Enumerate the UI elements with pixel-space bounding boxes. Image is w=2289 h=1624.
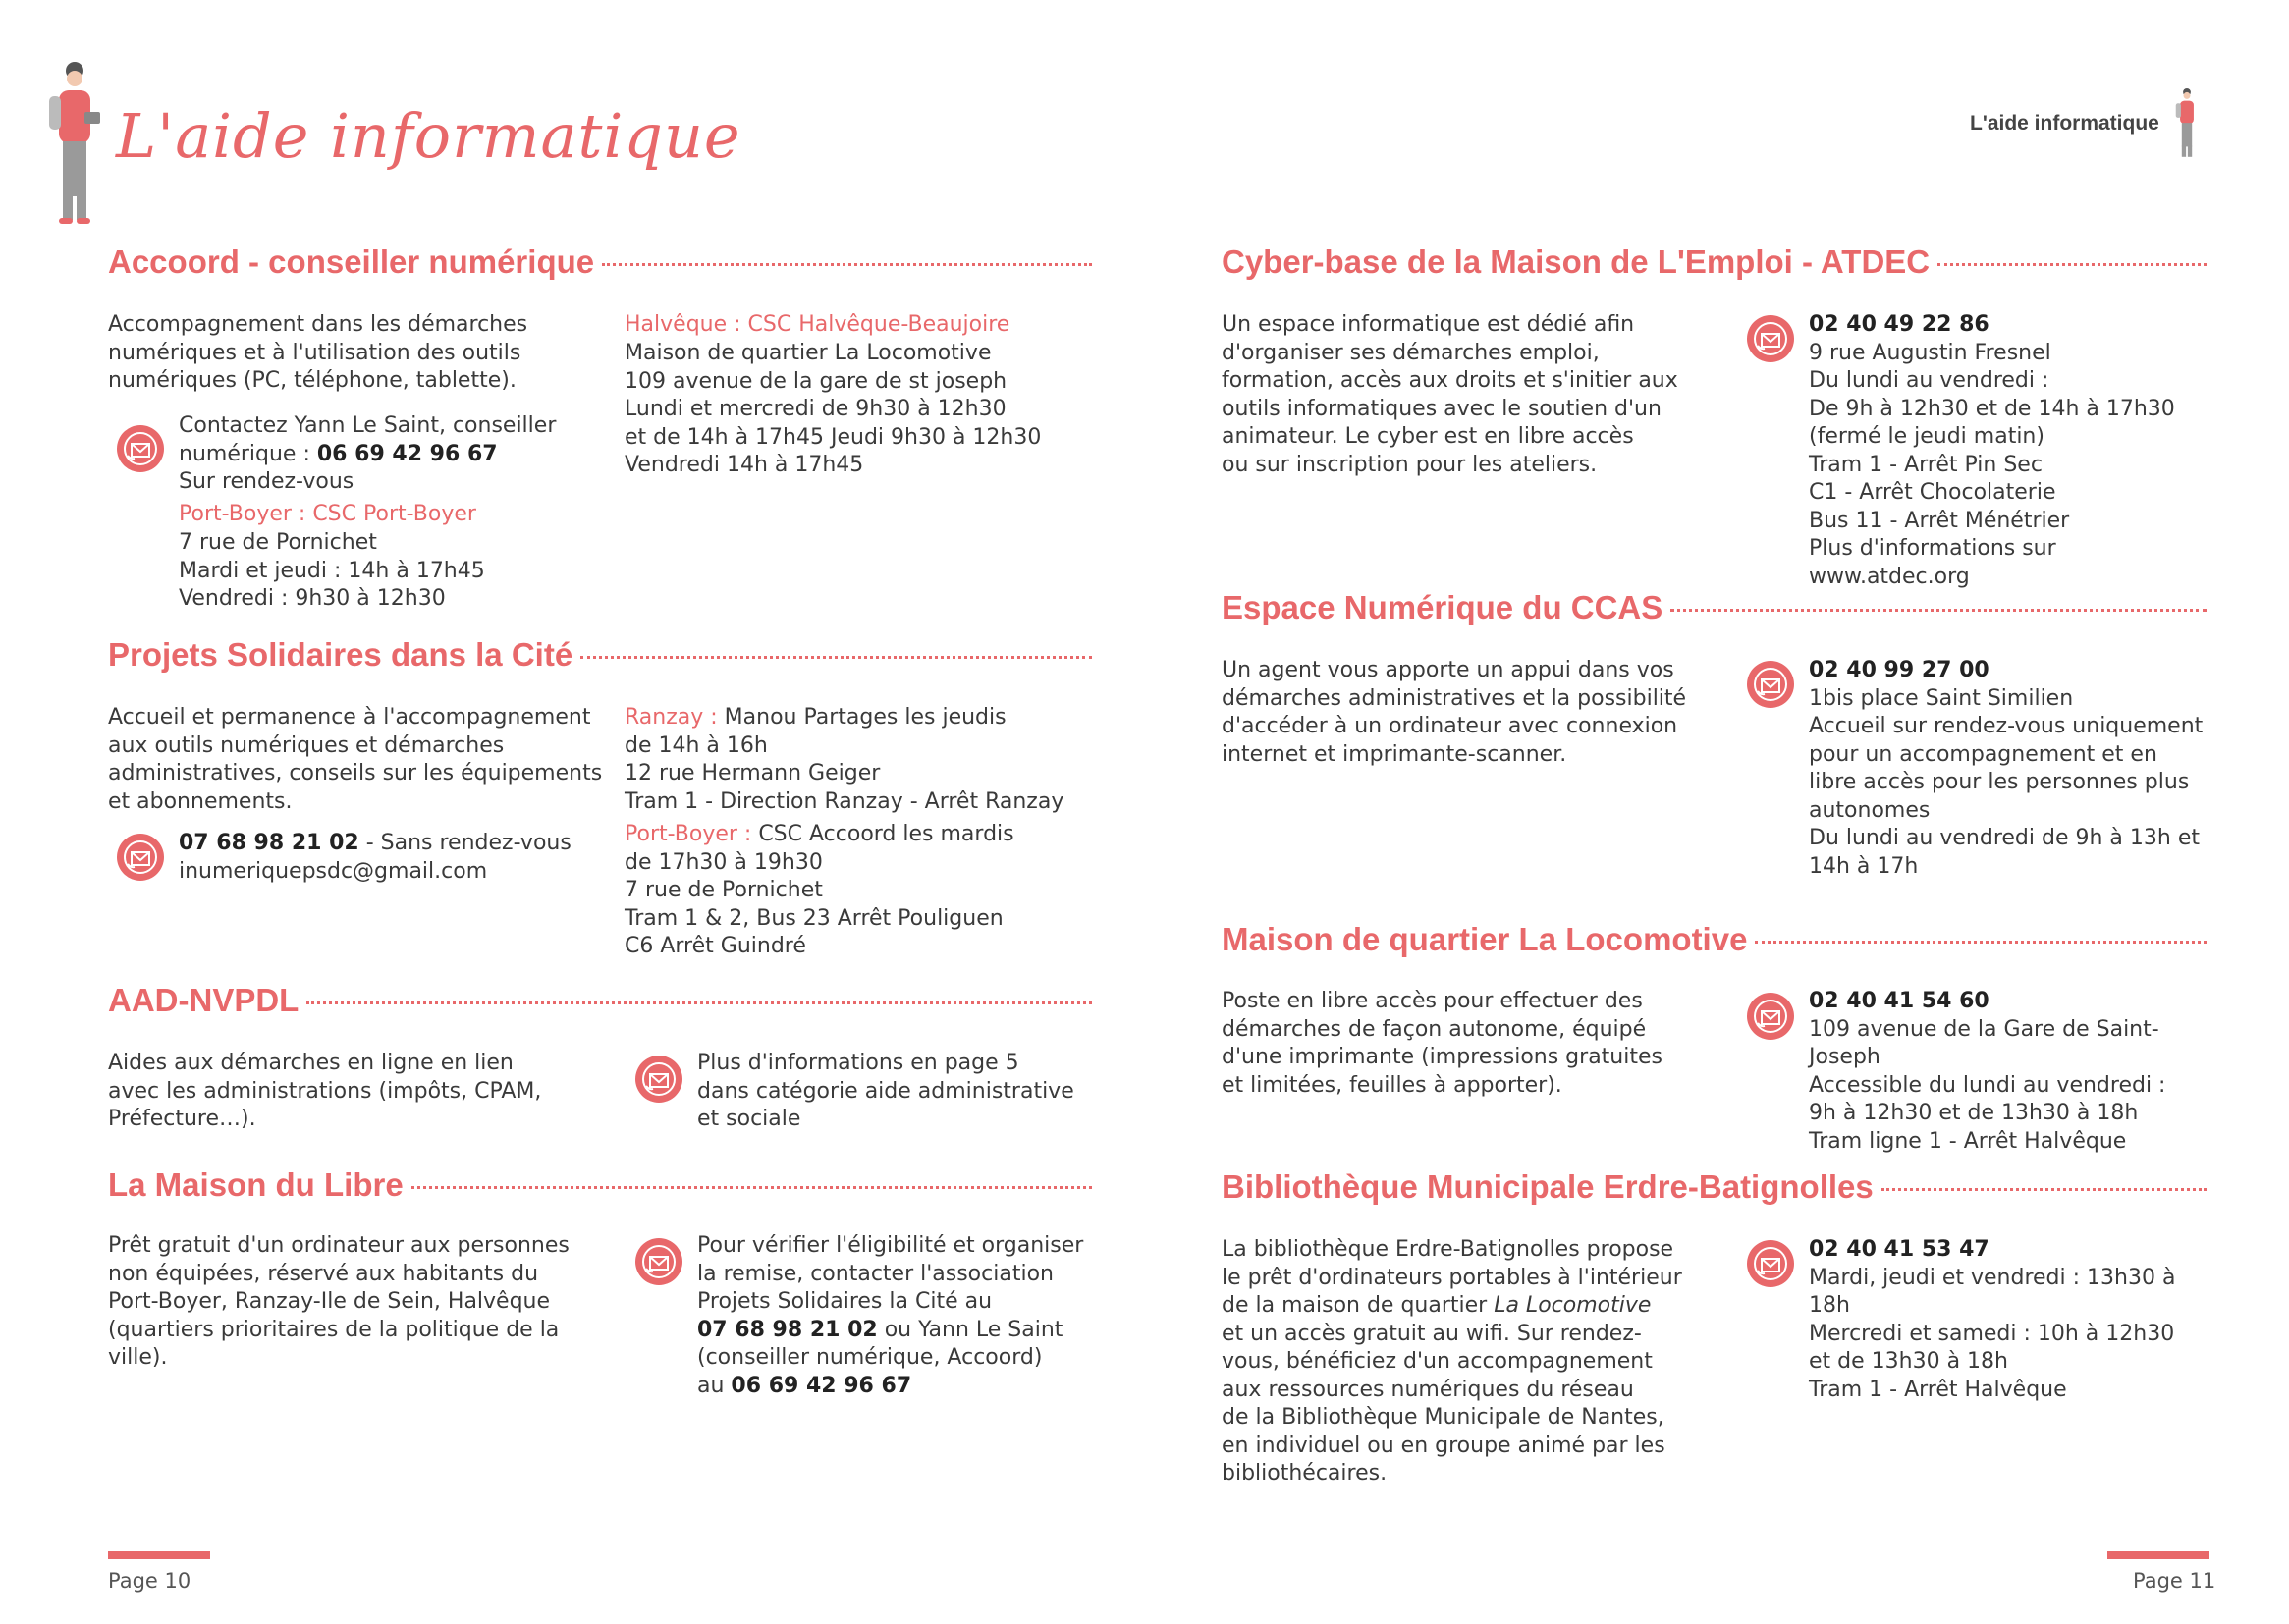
phone-number: 02 40 41 54 60 bbox=[1809, 989, 1989, 1013]
phone-number: 02 40 41 53 47 bbox=[1809, 1237, 1989, 1262]
ccas-contact bbox=[1809, 657, 2221, 881]
contact-text: ou Yann Le Saint (conseiller numérique, Accoord) au bbox=[697, 1317, 1063, 1398]
contact-text: - Sans rendez-vous inumeriquepsdc@gmail.com bbox=[179, 831, 572, 884]
section-heading-libre bbox=[108, 1166, 1092, 1206]
page-bar bbox=[108, 1551, 210, 1559]
woman-with-tablet-icon bbox=[45, 57, 104, 230]
section-title: Espace Numérique du CCAS bbox=[1222, 589, 1663, 625]
section-title: Bibliothèque Municipale Erdre-Batignolles bbox=[1222, 1168, 1874, 1205]
cyber-contact bbox=[1809, 311, 2221, 591]
section-title: Projets Solidaires dans la Cité bbox=[108, 636, 573, 673]
dotted-rule bbox=[602, 263, 1092, 266]
phone-number: 06 69 42 96 67 bbox=[731, 1373, 912, 1398]
section-title: Accoord - conseiller numérique bbox=[108, 244, 595, 280]
projets-description: Accueil et permanence à l'accompagnement aux outils numériques et démarches administratives, conseils sur les équipements et abonnements. bbox=[108, 705, 603, 814]
section-heading-accoord bbox=[108, 244, 1092, 283]
page-number: Page 10 bbox=[108, 1569, 191, 1593]
section-heading-projets bbox=[108, 636, 1092, 676]
locomotive-contact bbox=[1809, 988, 2221, 1156]
woman-with-tablet-icon bbox=[2174, 77, 2200, 171]
section-heading-bibliotheque bbox=[1222, 1168, 2207, 1208]
contact-envelope-icon bbox=[116, 833, 165, 882]
section-title: La Maison du Libre bbox=[108, 1166, 404, 1203]
contact-envelope-icon bbox=[1746, 660, 1795, 709]
description-text: La bibliothèque Erdre-Batignolles propose le prêt d'ordinateurs portables à l'intérieur de la maison de quartier bbox=[1222, 1237, 1682, 1318]
libre-contact bbox=[697, 1232, 1090, 1400]
bibliotheque-contact bbox=[1809, 1236, 2221, 1404]
section-title: Maison de quartier La Locomotive bbox=[1222, 921, 1748, 957]
cyber-description: Un espace informatique est dédié afin d'organiser ses démarches emploi, formation, accès aux droits et s'initier aux outils informatiques avec le soutien d'un animateur. Le cyber est en libre accès ou sur inscription pour les ateliers. bbox=[1222, 312, 1678, 477]
locomotive-description: Poste en libre accès pour effectuer des démarches de façon autonome, équipé d'une imprimante (impressions gratuites et limitées, feuilles à apporter). bbox=[1222, 989, 1662, 1098]
phone-number: 02 40 99 27 00 bbox=[1809, 658, 1989, 682]
section-heading-aad bbox=[108, 982, 1092, 1021]
contact-envelope-icon bbox=[634, 1055, 683, 1104]
dotted-rule bbox=[580, 656, 1092, 659]
dotted-rule bbox=[306, 1001, 1092, 1004]
contact-envelope-icon bbox=[116, 424, 165, 473]
location-details: CSC Accoord les mardis de 17h30 à 19h30 7 rue de Pornichet Tram 1 & 2, Bus 23 Arrêt Pouliguen C6 Arrêt Guindré bbox=[625, 822, 1014, 958]
accoord-contact bbox=[179, 412, 591, 497]
contact-envelope-icon bbox=[1746, 1239, 1795, 1288]
aad-contact: Plus d'informations en page 5 dans catégorie aide administrative et sociale bbox=[697, 1051, 1074, 1131]
dotted-rule bbox=[1937, 263, 2207, 266]
portboyer-details bbox=[625, 821, 1096, 961]
section-heading-locomotive bbox=[1222, 921, 2207, 960]
location-details: Manou Partages les jeudis de 14h à 16h 12 rue Hermann Geiger Tram 1 - Direction Ranzay - Arrêt Ranzay bbox=[625, 705, 1064, 814]
contact-text: 1bis place Saint Similien Accueil sur rendez-vous uniquement pour un accompagnement et en libre accès pour les personnes plus autonomes Du lundi au vendredi de 9h à 13h et 14h à 17h bbox=[1809, 685, 2204, 879]
bibliotheque-description bbox=[1222, 1236, 1713, 1489]
dotted-rule bbox=[1881, 1188, 2207, 1191]
contact-text: 9 rue Augustin Fresnel Du lundi au vendredi : De 9h à 12h30 et de 14h à 17h30 (fermé le jeudi matin) Tram 1 - Arrêt Pin Sec C1 - Arrêt Chocolaterie Bus 11 - Arrêt Ménétrier Plus d'informations sur www.atdec.org bbox=[1809, 340, 2175, 589]
section-title: AAD-NVPDL bbox=[108, 982, 300, 1018]
libre-description: Prêt gratuit d'un ordinateur aux personnes non équipées, réservé aux habitants du Port-Boyer, Ranzay-Ile de Sein, Halvêque (quartiers prioritaires de la politique de la ville). bbox=[108, 1233, 570, 1370]
section-title: Cyber-base de la Maison de L'Emploi - ATDEC bbox=[1222, 244, 1931, 280]
location-label: Halvêque : CSC Halvêque-Beaujoire bbox=[625, 312, 1010, 337]
projets-contact bbox=[179, 830, 611, 886]
aad-description: Aides aux démarches en ligne en lien avec les administrations (impôts, CPAM, Préfecture…). bbox=[108, 1051, 542, 1131]
dotted-rule bbox=[1670, 609, 2207, 612]
phone-number: 06 69 42 96 67 bbox=[316, 441, 498, 466]
page-title: L'aide informatique bbox=[116, 100, 741, 172]
section-heading-cyber bbox=[1222, 244, 2207, 283]
contact-text: Contactez Yann Le Saint, conseiller numérique : bbox=[179, 413, 557, 466]
phone-number: 07 68 98 21 02 bbox=[697, 1317, 878, 1342]
contact-text: Sur rendez-vous bbox=[179, 469, 354, 494]
contact-text: Pour vérifier l'éligibilité et organiser la remise, contacter l'association Projets Solidaires la Cité au bbox=[697, 1233, 1084, 1314]
contact-envelope-icon bbox=[634, 1237, 683, 1286]
contact-text: 109 avenue de la Gare de Saint-Joseph Accessible du lundi au vendredi : 9h à 12h30 et de 13h30 à 18h Tram ligne 1 - Arrêt Halvêque bbox=[1809, 1016, 2166, 1154]
location-details: Maison de quartier La Locomotive 109 avenue de la gare de st joseph Lundi et mercredi de 9h30 à 12h30 et de 14h à 17h45 Jeudi 9h30 à 12h30 Vendredi 14h à 17h45 bbox=[625, 341, 1042, 477]
contact-text: Mardi, jeudi et vendredi : 13h30 à 18h Mercredi et samedi : 10h à 12h30 et de 13h30 à 18h Tram 1 - Arrêt Halvêque bbox=[1809, 1265, 2176, 1402]
dotted-rule bbox=[1755, 941, 2207, 944]
location-details: 7 rue de Pornichet Mardi et jeudi : 14h à 17h45 Vendredi : 9h30 à 12h30 bbox=[179, 530, 485, 611]
location-label: Port-Boyer : bbox=[625, 822, 752, 846]
section-heading-ccas bbox=[1222, 589, 2207, 628]
accoord-description: Accompagnement dans les démarches numériques et à l'utilisation des outils numériques (PC, téléphone, tablette). bbox=[108, 312, 528, 393]
emphasis-text: La Locomotive bbox=[1494, 1293, 1652, 1318]
phone-number: 02 40 49 22 86 bbox=[1809, 312, 1989, 337]
ccas-description: Un agent vous apporte un appui dans vos démarches administratives et la possibilité d'accéder à un ordinateur avec connexion internet et imprimante-scanner. bbox=[1222, 658, 1687, 767]
page-bar bbox=[2107, 1551, 2209, 1559]
contact-envelope-icon bbox=[1746, 992, 1795, 1041]
location-label: Port-Boyer : CSC Port-Boyer bbox=[179, 502, 476, 526]
contact-envelope-icon bbox=[1746, 314, 1795, 363]
location-label: Ranzay : bbox=[625, 705, 718, 730]
description-text: et un accès gratuit au wifi. Sur rendez- vous, bénéficiez d'un accompagnement aux ressources numériques du réseau de la Bibliothèque Municipale de Nantes, en individuel ou en groupe animé par les bibliothécaires. bbox=[1222, 1321, 1665, 1486]
phone-number: 07 68 98 21 02 bbox=[179, 831, 359, 855]
running-title: L'aide informatique bbox=[1970, 112, 2159, 135]
dotted-rule bbox=[411, 1186, 1092, 1189]
ranzay-details bbox=[625, 704, 1096, 816]
page-number: Page 11 bbox=[2133, 1569, 2216, 1593]
